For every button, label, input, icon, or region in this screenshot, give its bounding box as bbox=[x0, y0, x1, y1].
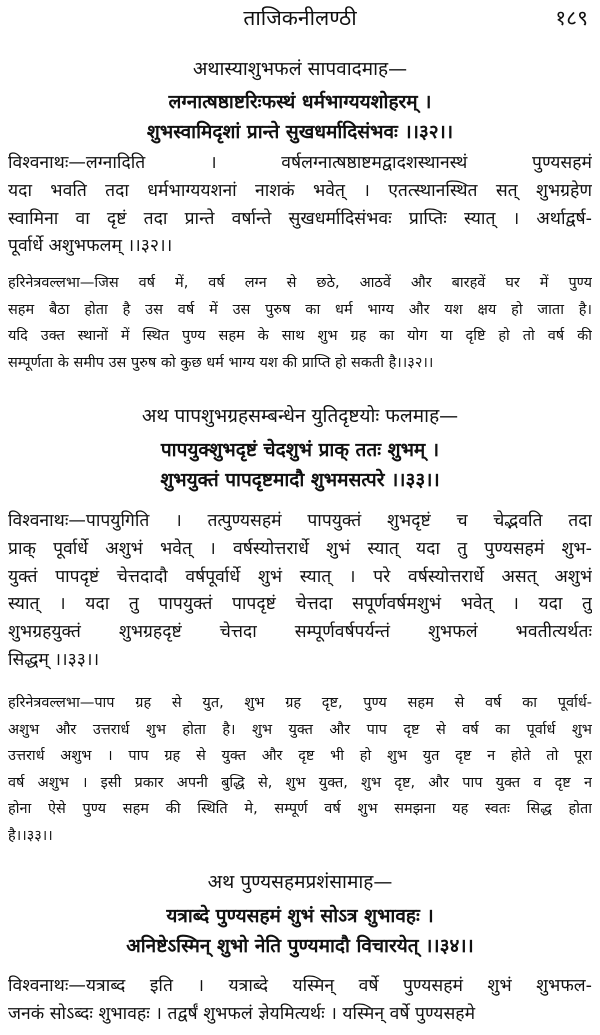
section-1-verse bbox=[8, 88, 592, 148]
verse-line: शुभयुक्तं पापदृष्टमादौ शुभमसत्परे ।।३३।। bbox=[160, 469, 440, 491]
section-1-harinetra-commentary bbox=[8, 270, 592, 376]
commentary-line: विश्वनाथः—यत्राब्द इति । यत्राब्दे यस्मिन् वर्षे पुण्यसहमं शुभं शुभफल- bbox=[8, 976, 592, 996]
hindi-line: उत्तरार्ध अशुभ । पाप ग्रह से युक्त और दृष्ट भी हो शुभ युत दृष्ट न होते तो पूरा bbox=[8, 748, 592, 764]
hindi-line: होना ऐसे पुण्य सहम की स्थिति मे, सम्पूर्ण वर्ष शुभ समझना यह स्वतः सिद्ध होता bbox=[8, 801, 592, 817]
section-2-verse bbox=[8, 436, 592, 496]
commentary-line: विश्वनाथः—पापयुगिति । तत्पुण्यसहमं पापयुक्तं शुभदृष्टं च चेद्भवति तदा bbox=[8, 511, 592, 531]
commentary-line: युक्तं पापदृष्टं चेत्तदादौ वर्षपूर्वार्धे शुभं स्यात् । परे वर्षस्योत्तरार्धे असत् अशुभं bbox=[8, 566, 592, 587]
hindi-line: वर्ष अशुभ । इसी प्रकार अपनी बुद्धि से, शुभ युक्त, शुभ दृष्ट, और पाप युक्त व दृष्ट न bbox=[8, 774, 592, 791]
commentary-line: शुभग्रहयुक्तं शुभग्रहदृष्टं चेत्तदा सम्पूर्णवर्षपर्यन्तं शुभफलं भवतीत्यर्थतः bbox=[8, 622, 592, 643]
running-title: ताजिकनीलण्ठी bbox=[243, 6, 357, 30]
commentary-line: प्राक् पूर्वार्धे अशुभं भवेत् । वर्षस्योत्तरार्धे शुभं स्यात् यदा तु पुण्यसहमं शुभ- bbox=[8, 538, 592, 559]
commentary-line: पूर्वार्धे अशुभफलम् ।।३२।। bbox=[8, 236, 173, 257]
section-1-vishvanatha-commentary bbox=[8, 150, 592, 261]
hindi-line: हरिनेत्रवल्लभा—पाप ग्रह से युत, शुभ ग्रह दृष्ट, पुण्य सहम से वर्ष का पूर्वार्ध- bbox=[8, 695, 592, 711]
hindi-line: सम्पूर्णता के समीप उस पुरुष को कुछ धर्म भाग्य यश की प्राप्ति हो सकती है।।३२।। bbox=[8, 354, 434, 371]
hindi-line: सहम बैठा होता है उस वर्ष में उस पुरुष का धर्म भाग्य और यश क्षय हो जाता है। bbox=[8, 301, 592, 318]
section-1-intro: अथास्याशुभफलं सापवादमाह— bbox=[192, 58, 408, 80]
commentary-line: स्वामिना वा दृष्टं तदा प्रान्ते वर्षान्ते सुखधर्मादिसंभवः प्राप्तिः स्यात् । अर्थाद्वर्ष- bbox=[8, 208, 592, 229]
commentary-line: जनकं सोऽब्दः शुभावहः । तद्वर्षं शुभफलं ज्ञेयमित्यर्थः । यस्मिन् वर्षे पुण्यसहमे bbox=[8, 1003, 476, 1024]
page-number: १८९ bbox=[555, 6, 588, 30]
section-3-vishvanatha-commentary bbox=[8, 973, 592, 1029]
section-2-intro: अथ पापशुभग्रहसम्बन्धेन युतिदृष्टयोः फलमाह— bbox=[141, 405, 459, 427]
verse-line: लग्नात्षष्ठाष्टरिःफस्थं धर्मभाग्ययशोहरम् । bbox=[168, 91, 432, 113]
verse-line: यत्राब्दे पुण्यसहमं शुभं सोऽत्र शुभावहः । bbox=[166, 905, 434, 927]
verse-line: अनिष्टेऽस्मिन् शुभो नेति पुण्यमादौ विचारयेत् ।।३४।। bbox=[126, 935, 474, 957]
hindi-line: यदि उक्त स्थानों में स्थित पुण्य सहम के साथ शुभ ग्रह का योग या दृष्टि हो तो वर्ष की bbox=[8, 328, 592, 344]
section-2-vishvanatha-commentary bbox=[8, 508, 592, 675]
page-header bbox=[0, 4, 600, 34]
commentary-line: सिद्धम् ।।३३।। bbox=[8, 649, 100, 670]
hindi-line: है।।३३।। bbox=[8, 827, 53, 844]
hindi-line: अशुभ और उत्तरार्ध शुभ होता है। शुभ युक्त और पाप दृष्ट से वर्ष का पूर्वार्ध शुभ bbox=[8, 721, 592, 738]
section-3-verse bbox=[8, 902, 592, 962]
commentary-line: स्यात् । यदा तु पापयुक्तं पापदृष्टं चेत्तदा सपूर्णवर्षमशुभं भवेत् । यदा तु bbox=[8, 594, 592, 615]
section-3-intro: अथ पुण्यसहमप्रशंसामाह— bbox=[207, 871, 393, 893]
verse-line: पापयुक्शुभदृष्टं चेदशुभं प्राक् ततः शुभम् । bbox=[160, 439, 440, 461]
hindi-line: हरिनेत्रवल्लभा—जिस वर्ष में, वर्ष लग्न से छठे, आठवें और बारहवें घर में पुण्य bbox=[8, 275, 592, 291]
commentary-line: यदा भवति तदा धर्मभाग्ययशनां नाशकं भवेत् । एतत्स्थानस्थित सत् शुभग्रहेण bbox=[8, 180, 592, 201]
commentary-line: विश्वनाथः—लग्नादिति । वर्षलग्नात्षष्ठाष्टमद्वादशस्थानस्थं पुण्यसहमं bbox=[8, 153, 592, 173]
verse-line: शुभस्वामिदृशां प्रान्ते सुखधर्मादिसंभवः ।।३२।। bbox=[146, 121, 454, 143]
section-2-harinetra-commentary bbox=[8, 690, 592, 849]
